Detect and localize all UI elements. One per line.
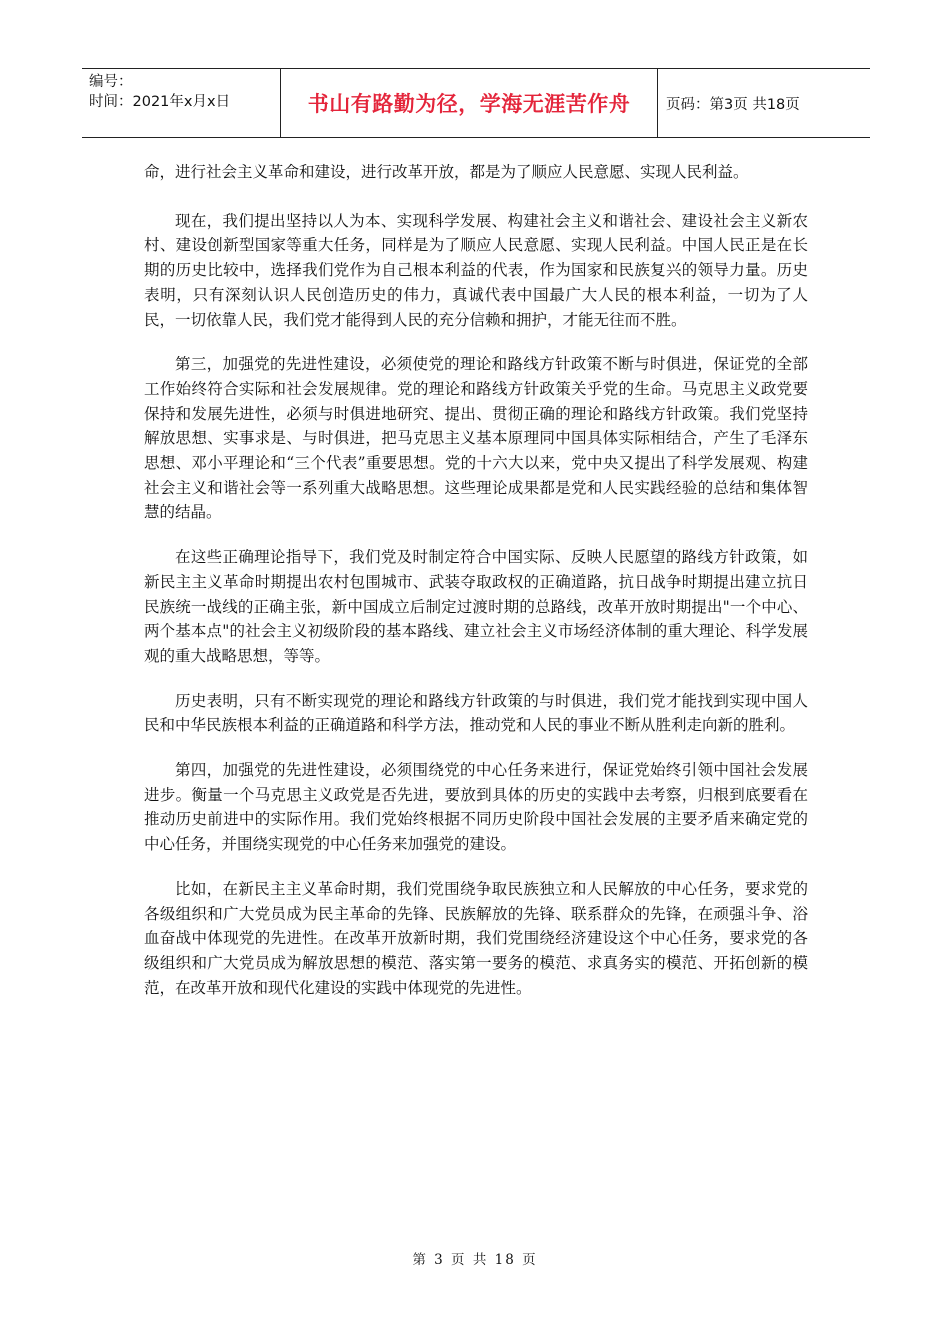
document-date-label: 时间：2021年x月x日 — [89, 94, 231, 110]
paragraph: 历史表明，只有不断实现党的理论和路线方针政策的与时俱进，我们党才能找到实现中国人民和中华民族根本利益的正确道路和科学方法，推动党和人民的事业不断从胜利走向新的胜利。 — [144, 691, 808, 735]
header-meta — [89, 72, 279, 112]
header-page-code: 页码：第3页 共18页 — [666, 96, 800, 113]
header-divider — [657, 69, 658, 137]
document-number-label: 编号： — [89, 74, 133, 90]
paragraph: 第四，加强党的先进性建设，必须围绕党的中心任务来进行，保证党始终引领中国社会发展进步。衡量一个马克思主义政党是否先进，要放到具体的历史的实践中去考察，归根到底要看在推动历史前进中的实际作用。我们党始终根据不同历史阶段中国社会发展的主要矛盾来确定党的中心任务，并围绕实现党的中心任务来加强党的建设。 — [144, 761, 808, 854]
paragraph-continuation: 命，进行社会主义革命和建设，进行改革开放，都是为了顺应人民意愿、实现人民利益。 — [144, 163, 749, 181]
document-body — [144, 160, 808, 1020]
page-header — [82, 68, 870, 138]
header-motto: 书山有路勤为径，学海无涯苦作舟 — [307, 92, 631, 116]
paragraph: 比如，在新民主主义革命时期，我们党围绕争取民族独立和人民解放的中心任务，要求党的各级组织和广大党员成为民主革命的先锋、民族解放的先锋、联系群众的先锋，在顽强斗争、浴血奋战中体现党的先进性。在改革开放新时期，我们党围绕经济建设这个中心任务，要求党的各级组织和广大党员成为解放思想的模范、落实第一要务的模范、求真务实的模范、开拓创新的模范，在改革开放和现代化建设的实践中体现党的先进性。 — [144, 879, 808, 997]
page-footer: 第 3 页 共 18 页 — [412, 1252, 538, 1268]
paragraph: 第三，加强党的先进性建设，必须使党的理论和路线方针政策不断与时俱进，保证党的全部工作始终符合实际和社会发展规律。党的理论和路线方针政策关乎党的生命。马克思主义政党要保持和发展先进性，必须与时俱进地研究、提出、贯彻正确的理论和路线方针政策。我们党坚持解放思想、实事求是、与时俱进，把马克思主义基本原理同中国具体实际相结合，产生了毛泽东思想、邓小平理论和“三个代表”重要思想。党的十六大以来，党中央又提出了科学发展观、构建社会主义和谐社会等一系列重大战略思想。这些理论成果都是党和人民实践经验的总结和集体智慧的结晶。 — [144, 355, 808, 522]
paragraph: 现在，我们提出坚持以人为本、实现科学发展、构建社会主义和谐社会、建设社会主义新农村、建设创新型国家等重大任务，同样是为了顺应人民意愿、实现人民利益。中国人民正是在长期的历史比较中，选择我们党作为自己根本利益的代表，作为国家和民族复兴的领导力量。历史表明，只有深刻认识人民创造历史的伟力，真诚代表中国最广大人民的根本利益，一切为了人民，一切依靠人民，我们党才能得到人民的充分信赖和拥护，才能无往而不胜。 — [144, 211, 808, 329]
paragraph: 在这些正确理论指导下，我们党及时制定符合中国实际、反映人民愿望的路线方针政策，如新民主主义革命时期提出农村包围城市、武装夺取政权的正确道路，抗日战争时期提出建立抗日民族统一战线的正确主张，新中国成立后制定过渡时期的总路线，改革开放时期提出"一个中心、两个基本点"的社会主义初级阶段的基本路线、建立社会主义市场经济体制的重大理论、科学发展观的重大战略思想，等等。 — [144, 548, 808, 665]
